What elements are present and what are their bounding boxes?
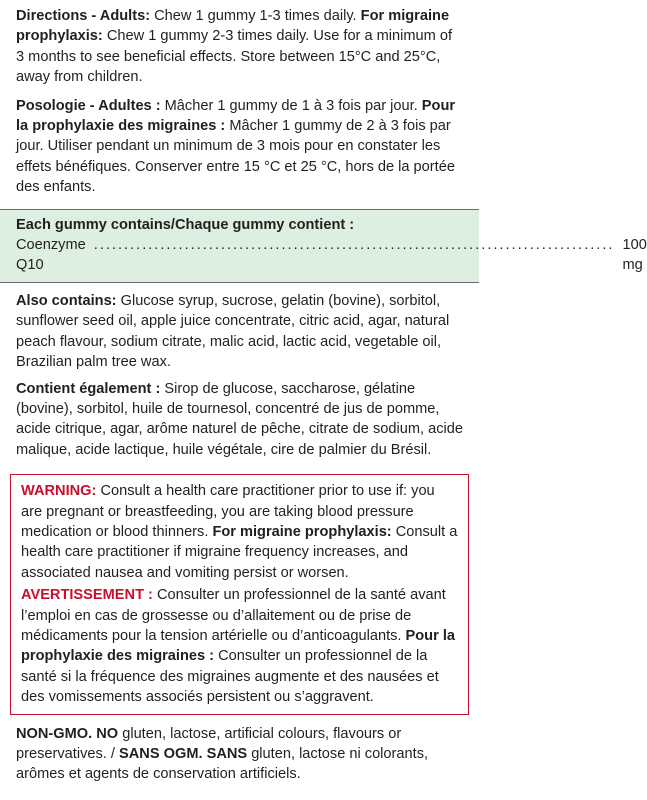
directions-section [16, 0, 463, 198]
migraine-prophylaxis-text: Chew 1 gummy 2-3 times daily. Use for a minimum of 3 months to see beneficial effects. Store between 15°C and 25°C, away from children. [16, 28, 453, 86]
also-contains-english [16, 291, 463, 373]
contains-box [0, 210, 647, 282]
warning-french [21, 585, 458, 707]
contains-heading: Each gummy contains/Chaque gummy contient : [16, 216, 355, 233]
ingredient-row [16, 235, 647, 276]
warning-box [10, 474, 469, 714]
directions-english [16, 6, 463, 88]
non-gmo-label: NON-GMO. NO [16, 725, 119, 742]
directions-text: Chew 1 gummy 1-3 times daily. [150, 8, 361, 24]
non-gmo-french: gluten, lactose ni colorants, arômes et agents de conservation artificiels. [16, 746, 429, 783]
avertissement-migraine-text: Consulter un professionnel de la santé si la fréquence des migraines augmente et des nausées et des vomissements associés persistent ou s’aggravent. [21, 648, 439, 706]
warning-label: WARNING: [21, 483, 97, 500]
migraine-prophylaxis-label: For migraine prophylaxis: [16, 8, 450, 45]
directions-label: Directions - Adults: [16, 8, 151, 24]
avertissement-text: Consulter un professionnel de la santé avant l’emploi en cas de grossesse ou d’allaitement ou de prise de médicaments pour la tension artérielle ou d’anticoagulants. [21, 587, 446, 644]
warning-migraine-text: Consult a health care practitioner if migraine frequency increases, and associated nausea and vomiting persist or worsen. [21, 523, 458, 581]
leader-dots: ...................................................................................... [93, 237, 615, 254]
non-gmo-section [16, 715, 463, 785]
sans-ogm-label: SANS OGM. SANS [119, 746, 248, 762]
directions-french [16, 96, 463, 198]
warning-migraine-label: For migraine prophylaxis: [212, 523, 392, 540]
also-contains-french [16, 379, 463, 461]
warning-text: Consult a health care practitioner prior to use if: you are pregnant or breastfeeding, you are taking blood pressure medication or blood thinners. [21, 483, 435, 540]
also-contains-label: Also contains: [16, 292, 117, 309]
ingredient-amount: 100 mg [622, 237, 647, 274]
avertissement-label: AVERTISSEMENT : [21, 587, 153, 604]
ingredient-name: Coenzyme Q10 [16, 237, 86, 274]
avertissement-migraine-label: Pour la prophylaxie des migraines : [21, 627, 455, 665]
also-contains-section [16, 283, 463, 460]
non-gmo-english: gluten, lactose, artificial colours, flavours or preservatives. / [16, 725, 402, 762]
posologie-text: Mâcher 1 gummy de 1 à 3 fois par jour. [160, 97, 422, 114]
contient-label: Contient également : [16, 380, 161, 397]
posologie-label: Posologie - Adultes : [16, 97, 161, 114]
also-contains-text: Glucose syrup, sucrose, gelatin (bovine), sorbitol, sunflower seed oil, apple juice concentrate, citric acid, agar, natural peach flavour, sodium citrate, malic acid, lactic acid, vegetable oil, Brazilian palm tree wax. [16, 292, 450, 371]
prophylaxie-text: Mâcher 1 gummy de 2 à 3 fois par jour. Utiliser pendant un minimum de 3 mois pour en constater les effets bénéfiques. Conserver entre 15 °C et 25 °C, hors de la portée des enfants. [16, 118, 455, 196]
prophylaxie-label: Pour la prophylaxie des migraines : [16, 97, 456, 135]
warning-english [21, 481, 458, 583]
non-gmo-text [16, 724, 463, 785]
contient-text: Sirop de glucose, saccharose, gélatine (bovine), sorbitol, huile de tournesol, concentré de jus de pomme, acide citrique, agar, arôme naturel de pêche, citrate de sodium, acide malique, acide lactique, huile végétale, cire de palmier du Brésil. [16, 380, 463, 458]
